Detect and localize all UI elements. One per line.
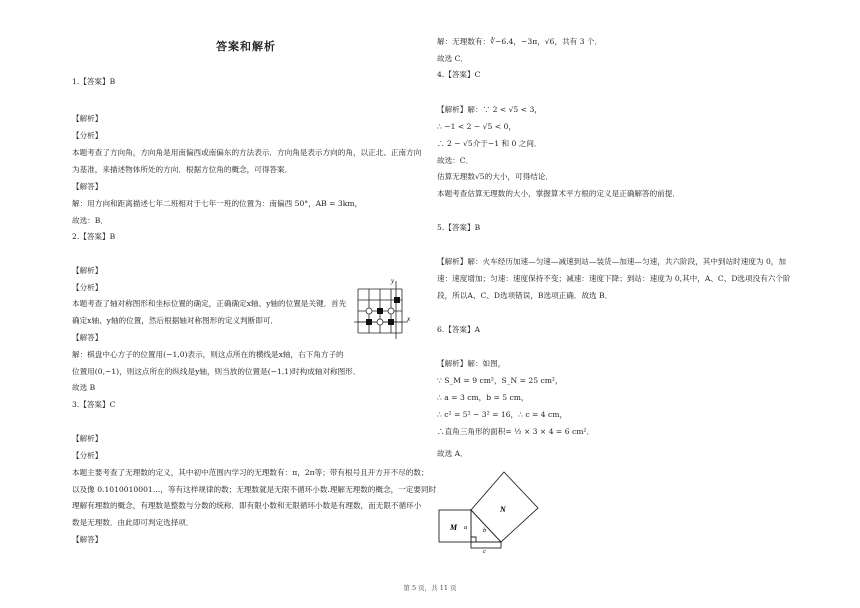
white-piece	[377, 319, 383, 325]
black-piece	[377, 308, 383, 314]
jieda-label: 【解答】	[72, 182, 103, 191]
white-piece	[388, 308, 394, 314]
text-line: 为基准，来描述物体所处的方向．根据方位角的概念，可得答案．	[72, 165, 293, 174]
jieda-label: 【解答】	[72, 333, 103, 342]
text-line: ∴ c² = 5² − 3² = 16，∴ c = 4 cm，	[437, 410, 568, 419]
text-line: 【解析】解：火车经历加速—匀速—减速到站—装货—加速—匀速，共六阶段，其中到站时速度为 0，加	[437, 257, 786, 266]
text-line: 故选：C．	[437, 156, 474, 165]
chessboard-figure	[352, 277, 412, 343]
text-line: 以及像 0.1010010001…，等有这样规律的数；无理数就是无限不循环小数.理解无理数的概念，一定要同时	[72, 485, 437, 494]
text-line: 解：用方向和距离描述七年二班相对于七年一班的位置为：南偏西 50°，AB = 3km，	[72, 199, 363, 208]
answer-1-heading: 1.【答案】B	[72, 77, 116, 86]
text-line: ∴直角三角形的面积= ½ × 3 × 4 = 6 cm²．	[437, 427, 595, 436]
text-line: 位置用(0,−1)，则这点所在的纵线是y轴，则当放的位置是(−1,1)时构成轴对称图形．	[72, 367, 361, 376]
text-line: 本题考查了方向角，方向角是用南偏西或南偏东的方法表示．方向角是表示方向的角，以正北、正南方向	[72, 148, 422, 157]
fenxi-label: 【分析】	[72, 451, 103, 460]
analysis-label: 【解析】	[72, 114, 103, 123]
page-footer: 第 5 页，共 11 页	[403, 584, 457, 592]
text-line: 理解有理数的概念，有理数是整数与分数的统称．即有限小数和无限循环小数是有理数，而无限不循环小	[72, 501, 422, 510]
answer-5-heading: 5.【答案】B	[437, 223, 481, 232]
x-axis-label: x	[407, 315, 411, 323]
label-N: N	[500, 505, 506, 514]
text-line: 【解析】解：∵ 2 < √5 < 3，	[437, 105, 542, 114]
y-axis-label: y	[391, 277, 395, 285]
right-triangle-squares-figure	[436, 466, 556, 554]
fenxi-label: 【分析】	[72, 131, 103, 140]
text-line: 故选 A．	[437, 449, 468, 458]
text-line: ∴ −1 < 2 − √5 < 0，	[437, 122, 516, 131]
text-line: ∵ S_M = 9 cm²，S_N = 25 cm²，	[437, 376, 563, 385]
text-line: 【解析】解：如图，	[437, 359, 506, 368]
text-line: ∴ a = 3 cm，b = 5 cm，	[437, 393, 529, 402]
jieda-label: 【解答】	[72, 535, 103, 544]
text-line: 本题考查估算无理数的大小，掌握算术平方根的定义是正确解答的前提．	[437, 189, 680, 198]
text-line: 故选 C．	[437, 54, 469, 63]
text-line: 段，所以A、C、D选项错误，B选项正确．故选 B．	[437, 291, 613, 300]
text-line: 本题主要考查了无理数的定义，其中初中范围内学习的无理数有：π，2π等；带有根号且开方开不尽的数；	[72, 468, 429, 477]
white-piece	[366, 308, 372, 314]
analysis-label: 【解析】	[72, 266, 103, 275]
black-piece	[366, 319, 372, 325]
text-line: ∴ 2 − √5介于−1 和 0 之间．	[437, 139, 542, 148]
page-title: 答案和解析	[216, 40, 276, 53]
label-c: c	[483, 548, 486, 555]
text-line: 确定x轴、y轴的位置，然后根据轴对称图形的定义判断即可．	[72, 316, 279, 325]
answer-4-heading: 4.【答案】C	[437, 70, 481, 79]
label-M: M	[450, 523, 458, 532]
text-line: 解：无理数有：∛−6.4，−3π，√6，共有 3 个．	[437, 37, 603, 46]
text-line: 故选 B	[72, 383, 96, 392]
black-piece	[388, 319, 394, 325]
answer-6-heading: 6.【答案】A	[437, 325, 481, 334]
text-line: 本题考查了轴对称图形和坐标位置的确定，正确确定x轴、y轴的位置是关键．首先	[72, 299, 347, 308]
label-a: a	[464, 524, 468, 531]
text-line: 速：速度增加；匀速：速度保持不变；减速：速度下降；到站：速度为 0,其中，A、C、D选项没有六个阶	[437, 274, 791, 283]
text-line: 解：棋盘中心方子的位置用(−1,0)表示，则这点所在的横线是x轴，右下角方子的	[72, 350, 344, 359]
fenxi-label: 【分析】	[72, 283, 103, 292]
text-line: 估算无理数√5的大小，可得结论．	[437, 172, 553, 181]
label-b: b	[483, 527, 487, 534]
analysis-label: 【解析】	[72, 434, 103, 443]
text-line: 数是无理数．由此即可判定选择项．	[72, 518, 194, 527]
text-line: 故选：B．	[72, 216, 108, 225]
answer-2-heading: 2.【答案】B	[72, 232, 116, 241]
answer-3-heading: 3.【答案】C	[72, 400, 116, 409]
black-piece	[394, 297, 400, 303]
